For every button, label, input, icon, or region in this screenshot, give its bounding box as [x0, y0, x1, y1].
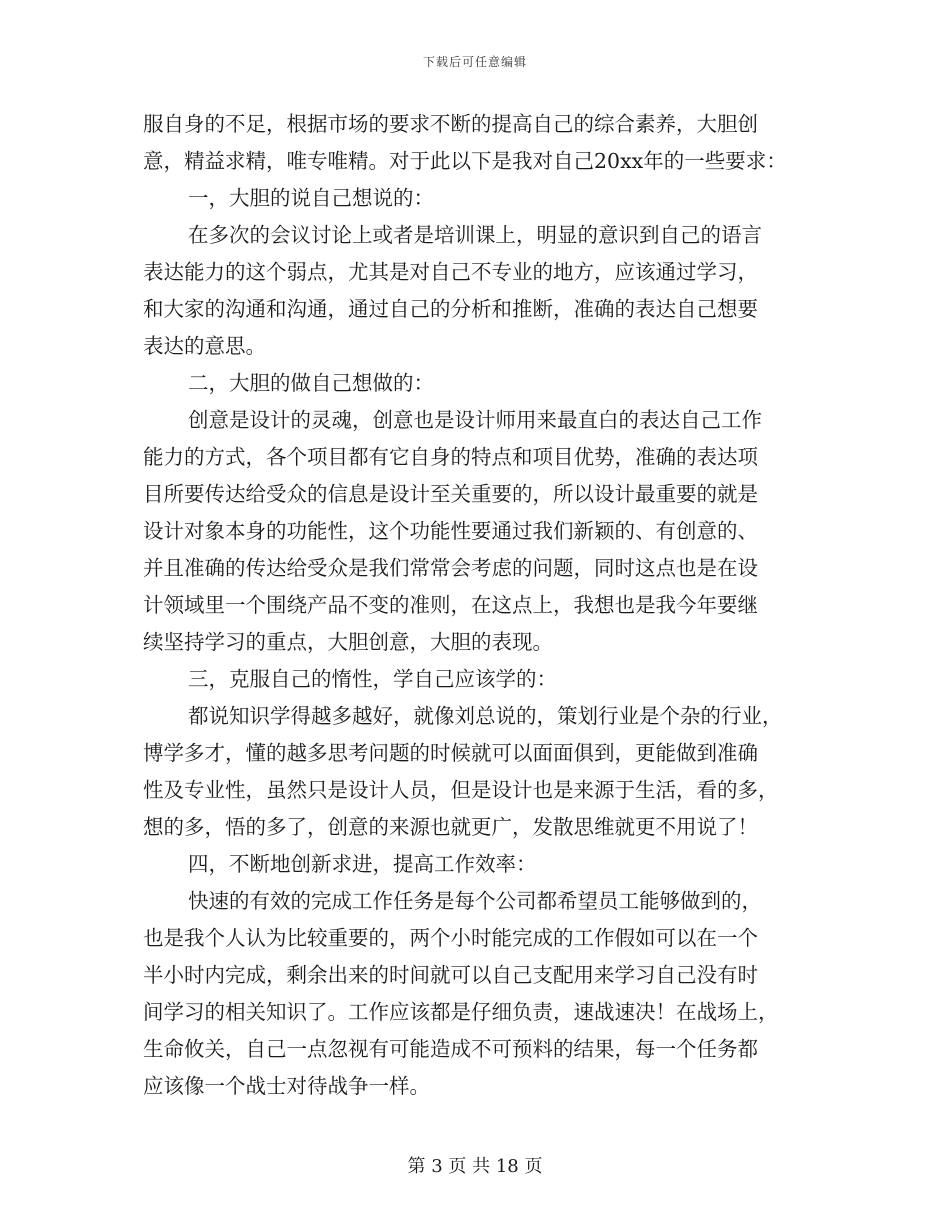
document-body — [143, 106, 823, 1105]
text-line: 服自身的不足，根据市场的要求不断的提高自己的综合素养，大胆创 — [143, 112, 758, 136]
page-number: 第 3 页 共 18 页 — [407, 1156, 543, 1177]
text-line: 表达的意思。 — [143, 334, 266, 358]
text-line: 四，不断地创新求进，提高工作效率： — [188, 852, 537, 876]
text-line: 目所要传达给受众的信息是设计至关重要的，所以设计最重要的就是 — [143, 482, 758, 506]
text-line: 性及专业性，虽然只是设计人员，但是设计也是来源于生活，看的多， — [143, 778, 779, 802]
text-line: 博学多才，懂的越多思考问题的时候就可以面面俱到，更能做到准确 — [143, 741, 758, 765]
text-line: 快速的有效的完成工作任务是每个公司都希望员工能够做到的， — [188, 889, 762, 913]
page-header: 下载后可任意编辑 — [422, 55, 527, 69]
text-line: 续坚持学习的重点，大胆创意，大胆的表现。 — [143, 630, 553, 654]
text-line: 三，克服自己的惰性，学自己应该学的： — [188, 667, 557, 691]
text-line: 间学习的相关知识了。工作应该都是仔细负责，速战速决！在战场上， — [143, 1000, 779, 1024]
text-line: 设计对象本身的功能性，这个功能性要通过我们新颖的、有创意的、 — [143, 519, 758, 543]
text-line: 一，大胆的说自己想说的： — [188, 186, 434, 210]
text-line: 表达能力的这个弱点，尤其是对自己不专业的地方，应该通过学习， — [143, 260, 758, 284]
text-line: 计领域里一个围绕产品不变的准则，在这点上，我想也是我今年要继 — [143, 593, 758, 617]
text-line: 和大家的沟通和沟通，通过自己的分析和推断，准确的表达自己想要 — [143, 297, 758, 321]
text-line: 意，精益求精，唯专唯精。对于此以下是我对自己20xx年的一些要求： — [143, 149, 787, 173]
text-line: 在多次的会议讨论上或者是培训课上，明显的意识到自己的语言 — [188, 223, 762, 247]
text-line: 应该像一个战士对待战争一样。 — [143, 1074, 430, 1098]
text-line: 半小时内完成，剩余出来的时间就可以自己支配用来学习自己没有时 — [143, 963, 758, 987]
text-line: 能力的方式，各个项目都有它自身的特点和项目优势，准确的表达项 — [143, 445, 758, 469]
text-line: 二，大胆的做自己想做的： — [188, 371, 434, 395]
text-line: 都说知识学得越多越好，就像刘总说的，策划行业是个杂的行业， — [188, 704, 783, 728]
text-line: 想的多，悟的多了，创意的来源也就更广，发散思维就更不用说了！ — [143, 815, 758, 839]
text-line: 也是我个人认为比较重要的，两个小时能完成的工作假如可以在一个 — [143, 926, 758, 950]
text-line: 创意是设计的灵魂，创意也是设计师用来最直白的表达自己工作 — [188, 408, 762, 432]
text-line: 生命攸关，自己一点忽视有可能造成不可预料的结果，每一个任务都 — [143, 1037, 758, 1061]
text-line: 并且准确的传达给受众是我们常常会考虑的问题，同时这点也是在设 — [143, 556, 758, 580]
